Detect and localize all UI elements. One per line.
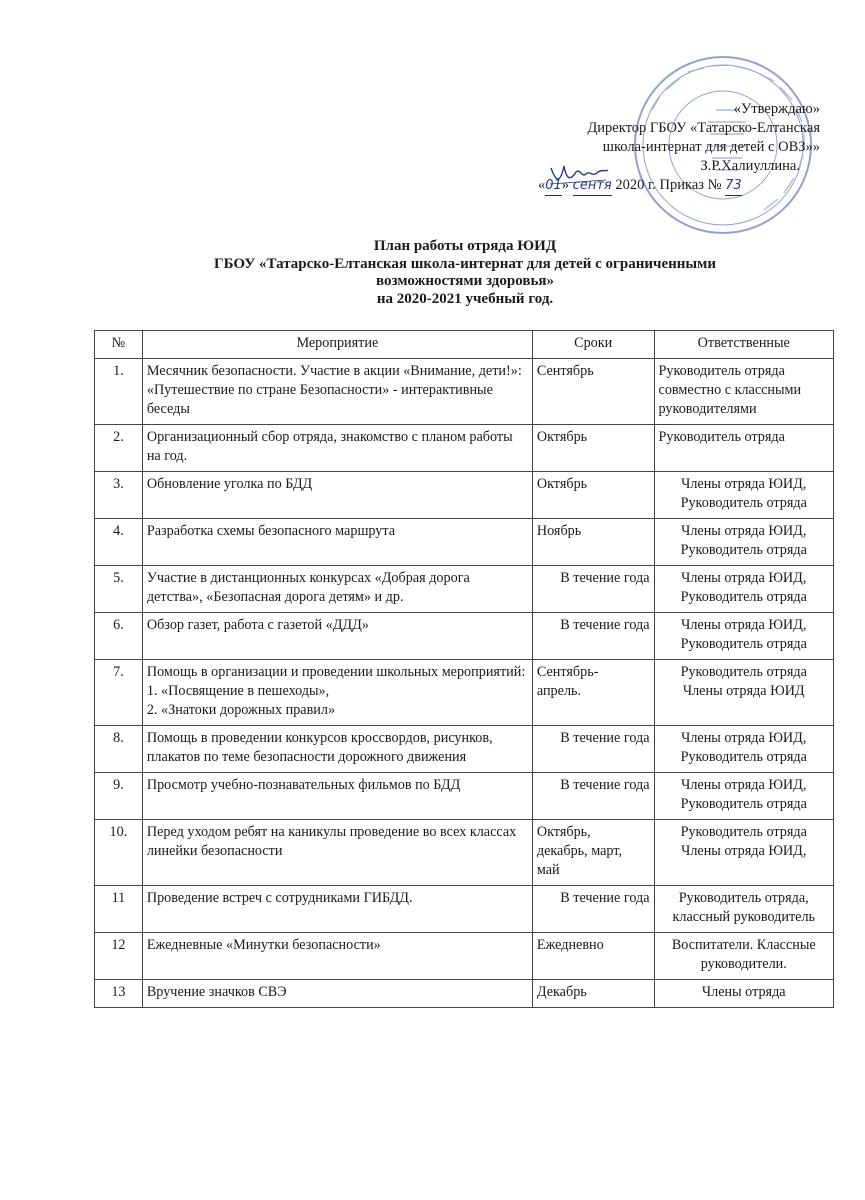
row-number: 5.	[95, 566, 143, 613]
approval-header: «Утверждаю»	[733, 101, 820, 117]
row-number: 11	[95, 886, 143, 933]
table-row	[95, 820, 834, 886]
row-event: Просмотр учебно-познавательных фильмов по БДД	[142, 773, 532, 820]
table-row	[95, 886, 834, 933]
row-date: Декабрь	[532, 980, 654, 1008]
header-number: №	[95, 331, 143, 359]
approval-name: З.Р.Халиуллина.	[700, 158, 800, 174]
row-number: 12	[95, 933, 143, 980]
row-date: Ежедневно	[532, 933, 654, 980]
row-date: В течение года	[532, 773, 654, 820]
table-row	[95, 425, 834, 472]
row-event: Обзор газет, работа с газетой «ДДД»	[142, 613, 532, 660]
plan-table	[94, 330, 834, 1008]
row-responsible: Руководитель отряда совместно с классными руководителями	[654, 359, 833, 425]
heading-year: на 2020-2021 учебный год.	[376, 290, 554, 307]
heading-school: ГБОУ «Татарско-Елтанская школа-интернат для детей с ограниченными	[214, 255, 716, 272]
row-responsible: Члены отряда ЮИД, Руководитель отряда	[654, 472, 833, 519]
row-number: 2.	[95, 425, 143, 472]
row-number: 4.	[95, 519, 143, 566]
table-row	[95, 519, 834, 566]
row-responsible: Члены отряда ЮИД, Руководитель отряда	[654, 726, 833, 773]
row-number: 13	[95, 980, 143, 1008]
heading-school-cont: возможностями здоровья»	[376, 273, 554, 289]
table-row	[95, 472, 834, 519]
approval-date	[520, 176, 820, 196]
table-row	[95, 613, 834, 660]
document-heading	[100, 238, 830, 308]
row-date: Октябрь	[532, 425, 654, 472]
row-number: 1.	[95, 359, 143, 425]
row-responsible: Руководитель отряда Члены отряда ЮИД,	[654, 820, 833, 886]
date-quote-open: «	[538, 177, 546, 193]
row-responsible: Члены отряда ЮИД, Руководитель отряда	[654, 613, 833, 660]
row-responsible: Руководитель отряда	[654, 425, 833, 472]
row-responsible: Руководитель отряда Члены отряда ЮИД	[654, 660, 833, 726]
row-date: Ноябрь	[532, 519, 654, 566]
row-number: 7.	[95, 660, 143, 726]
row-event: Ежедневные «Минутки безопасности»	[142, 933, 532, 980]
row-event: Перед уходом ребят на каникулы проведение во всех классах линейки безопасности	[142, 820, 532, 886]
row-number: 10.	[95, 820, 143, 886]
row-responsible: Члены отряда ЮИД, Руководитель отряда	[654, 519, 833, 566]
table-row	[95, 726, 834, 773]
date-quote-close: »	[561, 177, 570, 193]
row-date: Октябрь	[532, 472, 654, 519]
row-date: Сентябрь	[532, 359, 654, 425]
table-row	[95, 933, 834, 980]
row-event: Помощь в проведении конкурсов кроссвордов, рисунков, плакатов по теме безопасности дорожного движения	[142, 726, 532, 773]
row-date: Сентябрь- апрель.	[532, 660, 654, 726]
row-event: Участие в дистанционных конкурсах «Добрая дорога детства», «Безопасная дорога детям» и др.	[142, 566, 532, 613]
row-event: Месячник безопасности. Участие в акции «Внимание, дети!»: «Путешествие по стране Безопасности» - интерактивные беседы	[142, 359, 532, 425]
date-day: 01	[545, 176, 562, 196]
heading-title: План работы отряда ЮИД	[373, 238, 557, 254]
table-header-row	[95, 331, 834, 359]
row-event: Разработка схемы безопасного маршрута	[142, 519, 532, 566]
row-date: Октябрь, декабрь, март, май	[532, 820, 654, 886]
row-date: В течение года	[532, 613, 654, 660]
row-date: В течение года	[532, 726, 654, 773]
row-number: 9.	[95, 773, 143, 820]
approval-school: школа-интернат для детей с ОВЗ»»	[602, 139, 820, 155]
table-row	[95, 773, 834, 820]
row-event: Вручение значков СВЭ	[142, 980, 532, 1008]
row-responsible: Члены отряда	[654, 980, 833, 1008]
row-number: 3.	[95, 472, 143, 519]
date-month: сентя	[573, 176, 612, 196]
order-number: 73	[725, 176, 742, 196]
row-responsible: Члены отряда ЮИД, Руководитель отряда	[654, 566, 833, 613]
approval-block	[520, 100, 820, 196]
row-date: В течение года	[532, 886, 654, 933]
row-number: 8.	[95, 726, 143, 773]
header-responsible: Ответственные	[654, 331, 833, 359]
row-event: Проведение встреч с сотрудниками ГИБДД.	[142, 886, 532, 933]
row-event: Организационный сбор отряда, знакомство с планом работы на год.	[142, 425, 532, 472]
table-row	[95, 566, 834, 613]
row-date: В течение года	[532, 566, 654, 613]
header-event: Мероприятие	[142, 331, 532, 359]
table-row	[95, 359, 834, 425]
row-event: Помощь в организации и проведении школьных мероприятий: 1. «Посвящение в пешеходы», 2. «Знатоки дорожных правил»	[142, 660, 532, 726]
header-date: Сроки	[532, 331, 654, 359]
table-row	[95, 980, 834, 1008]
approval-position: Директор ГБОУ «Татарско-Елтанская	[587, 120, 820, 136]
row-responsible: Руководитель отряда, классный руководитель	[654, 886, 833, 933]
row-responsible: Члены отряда ЮИД, Руководитель отряда	[654, 773, 833, 820]
date-suffix: 2020 г. Приказ №	[615, 177, 722, 193]
table-row	[95, 660, 834, 726]
row-number: 6.	[95, 613, 143, 660]
row-responsible: Воспитатели. Классные руководители.	[654, 933, 833, 980]
row-event: Обновление уголка по БДД	[142, 472, 532, 519]
